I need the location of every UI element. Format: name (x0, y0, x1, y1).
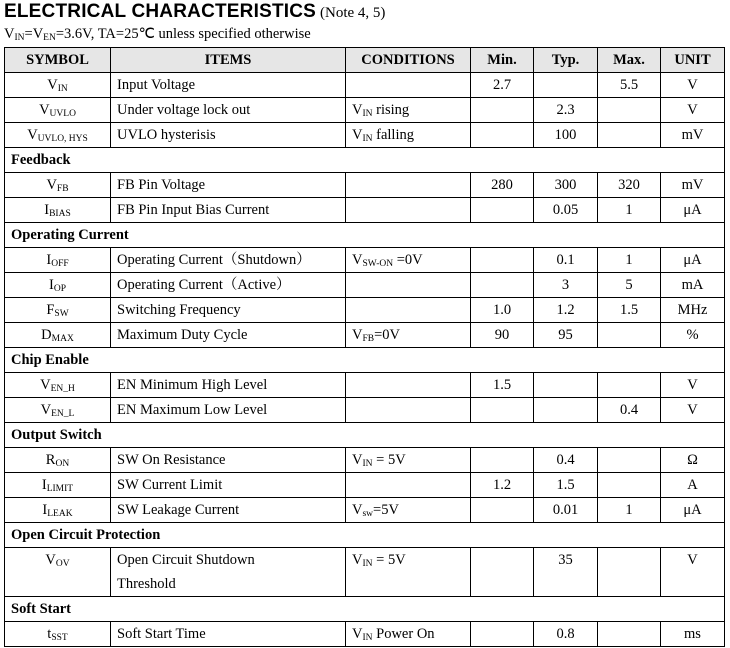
unit-cell: V (661, 73, 725, 98)
typ-cell: 0.1 (534, 248, 598, 273)
typ-cell: 100 (534, 123, 598, 148)
max-cell (598, 622, 661, 647)
table-row (5, 323, 725, 348)
unit-cell: V (661, 373, 725, 398)
min-cell: 2.7 (471, 73, 534, 98)
typ-cell: 3 (534, 273, 598, 298)
unit-cell: V (661, 398, 725, 423)
section-label: Open Circuit Protection (5, 523, 725, 548)
symbol-cell: $V_{EN\_L}$ (5, 398, 111, 423)
typ-cell: 0.01 (534, 498, 598, 523)
table-row (5, 448, 725, 473)
unit-cell: mV (661, 173, 725, 198)
min-cell (471, 248, 534, 273)
max-cell: 5 (598, 273, 661, 298)
table-row (5, 622, 725, 647)
unit-cell: ms (661, 622, 725, 647)
table-row (5, 498, 725, 523)
typ-cell: 0.4 (534, 448, 598, 473)
table-row (5, 298, 725, 323)
max-cell (598, 548, 661, 597)
section-label: Output Switch (5, 423, 725, 448)
unit-cell: mV (661, 123, 725, 148)
symbol-cell: $V_{OV}$ (5, 548, 111, 597)
max-cell (598, 323, 661, 348)
item-cell: Maximum Duty Cycle (111, 323, 346, 348)
page-title: ELECTRICAL CHARACTERISTICS (4, 1, 317, 22)
max-cell (598, 123, 661, 148)
item-cell: Switching Frequency (111, 298, 346, 323)
min-cell (471, 448, 534, 473)
table-row (5, 398, 725, 423)
condition-cell (346, 73, 471, 98)
min-cell (471, 273, 534, 298)
symbol-cell: $V_{UVLO}$ (5, 98, 111, 123)
min-cell: 1.5 (471, 373, 534, 398)
section-row (5, 597, 725, 622)
section-label: Soft Start (5, 597, 725, 622)
symbol-cell: $V_{UVLO, HYS}$ (5, 123, 111, 148)
header-max: Max. (598, 48, 661, 73)
min-cell (471, 123, 534, 148)
min-cell (471, 622, 534, 647)
table-row (5, 248, 725, 273)
section-label: Chip Enable (5, 348, 725, 373)
min-cell: 90 (471, 323, 534, 348)
unit-cell: mA (661, 273, 725, 298)
table-row (5, 473, 725, 498)
symbol-cell: $I_{OP}$ (5, 273, 111, 298)
table-row (5, 373, 725, 398)
item-cell: Open Circuit Shutdown Threshold (111, 548, 346, 597)
unit-cell: μA (661, 498, 725, 523)
typ-cell: 0.05 (534, 198, 598, 223)
symbol-cell: $F_{SW}$ (5, 298, 111, 323)
item-cell: UVLO hysterisis (111, 123, 346, 148)
unit-cell: A (661, 473, 725, 498)
unit-cell: V (661, 98, 725, 123)
condition-cell: $V_{SW-ON} =0V$ (346, 248, 471, 273)
table-row (5, 123, 725, 148)
header-row (5, 48, 725, 73)
typ-cell: 1.5 (534, 473, 598, 498)
condition-cell (346, 398, 471, 423)
item-cell: FB Pin Voltage (111, 173, 346, 198)
title-note: (Note 4, 5) (320, 5, 386, 21)
item-cell: Input Voltage (111, 73, 346, 98)
condition-cell: $V_{IN}$ rising (346, 98, 471, 123)
typ-cell: 95 (534, 323, 598, 348)
section-row (5, 523, 725, 548)
table-body (5, 73, 725, 647)
max-cell: 1 (598, 248, 661, 273)
max-cell (598, 448, 661, 473)
condition-cell (346, 198, 471, 223)
unit-cell: MHz (661, 298, 725, 323)
symbol-cell: $I_{OFF}$ (5, 248, 111, 273)
table-row (5, 98, 725, 123)
item-cell: SW Current Limit (111, 473, 346, 498)
symbol-cell: $V_{EN\_H}$ (5, 373, 111, 398)
section-row (5, 223, 725, 248)
symbol-cell: $I_{BIAS}$ (5, 198, 111, 223)
section-row (5, 423, 725, 448)
symbol-cell: $I_{LIMIT}$ (5, 473, 111, 498)
symbol-cell: $V_{FB}$ (5, 173, 111, 198)
unit-cell: μA (661, 248, 725, 273)
condition-cell (346, 373, 471, 398)
item-cell: SW Leakage Current (111, 498, 346, 523)
section-label: Feedback (5, 148, 725, 173)
typ-cell (534, 73, 598, 98)
condition-cell (346, 273, 471, 298)
max-cell: 1 (598, 198, 661, 223)
symbol-cell: $I_{LEAK}$ (5, 498, 111, 523)
item-cell: Under voltage lock out (111, 98, 346, 123)
table-row (5, 73, 725, 98)
min-cell (471, 98, 534, 123)
header-unit: UNIT (661, 48, 725, 73)
typ-cell: 35 (534, 548, 598, 597)
item-cell: FB Pin Input Bias Current (111, 198, 346, 223)
typ-cell: 300 (534, 173, 598, 198)
header-typ: Typ. (534, 48, 598, 73)
item-cell: Soft Start Time (111, 622, 346, 647)
unit-cell: Ω (661, 448, 725, 473)
header-items: ITEMS (111, 48, 346, 73)
item-cell: SW On Resistance (111, 448, 346, 473)
typ-cell: 2.3 (534, 98, 598, 123)
max-cell (598, 98, 661, 123)
condition-cell: $V_{IN} = 5V$ (346, 548, 471, 597)
symbol-cell: $V_{IN}$ (5, 73, 111, 98)
symbol-cell: $D_{MAX}$ (5, 323, 111, 348)
unit-cell: V (661, 548, 725, 597)
table-row (5, 173, 725, 198)
table-row (5, 198, 725, 223)
heading (4, 1, 385, 23)
typ-cell: 0.8 (534, 622, 598, 647)
header-conditions: CONDITIONS (346, 48, 471, 73)
header-symbol: SYMBOL (5, 48, 111, 73)
max-cell: 320 (598, 173, 661, 198)
symbol-cell: $t_{SST}$ (5, 622, 111, 647)
min-cell (471, 498, 534, 523)
item-cell: Operating Current（Shutdown） (111, 248, 346, 273)
typ-cell: 1.2 (534, 298, 598, 323)
condition-cell: $V_{IN}$ falling (346, 123, 471, 148)
item-cell: EN Maximum Low Level (111, 398, 346, 423)
typ-cell (534, 373, 598, 398)
section-row (5, 148, 725, 173)
section-row (5, 348, 725, 373)
max-cell: 5.5 (598, 73, 661, 98)
condition-cell (346, 173, 471, 198)
min-cell: 1.0 (471, 298, 534, 323)
condition-cell: $V_{IN} = 5V$ (346, 448, 471, 473)
condition-cell: $V_{FB}=0V$ (346, 323, 471, 348)
characteristics-table (4, 47, 725, 647)
item-cell: Operating Current（Active） (111, 273, 346, 298)
max-cell: 1.5 (598, 298, 661, 323)
min-cell: 280 (471, 173, 534, 198)
table-row (5, 548, 725, 597)
typ-cell (534, 398, 598, 423)
max-cell: 1 (598, 498, 661, 523)
min-cell (471, 398, 534, 423)
max-cell (598, 373, 661, 398)
unit-cell: μA (661, 198, 725, 223)
min-cell (471, 548, 534, 597)
min-cell (471, 198, 534, 223)
condition-cell (346, 298, 471, 323)
condition-cell: $V_{IN}$ Power On (346, 622, 471, 647)
table-row (5, 273, 725, 298)
section-label: Operating Current (5, 223, 725, 248)
unit-cell: % (661, 323, 725, 348)
condition-cell: $V_{sw}=5V$ (346, 498, 471, 523)
min-cell: 1.2 (471, 473, 534, 498)
symbol-cell: $R_{ON}$ (5, 448, 111, 473)
max-cell (598, 473, 661, 498)
max-cell: 0.4 (598, 398, 661, 423)
header-min: Min. (471, 48, 534, 73)
item-cell: EN Minimum High Level (111, 373, 346, 398)
test-conditions: $V_{IN}=V_{EN}=3.6V$, TA=25℃ unless specified otherwise (4, 26, 311, 43)
condition-cell (346, 473, 471, 498)
